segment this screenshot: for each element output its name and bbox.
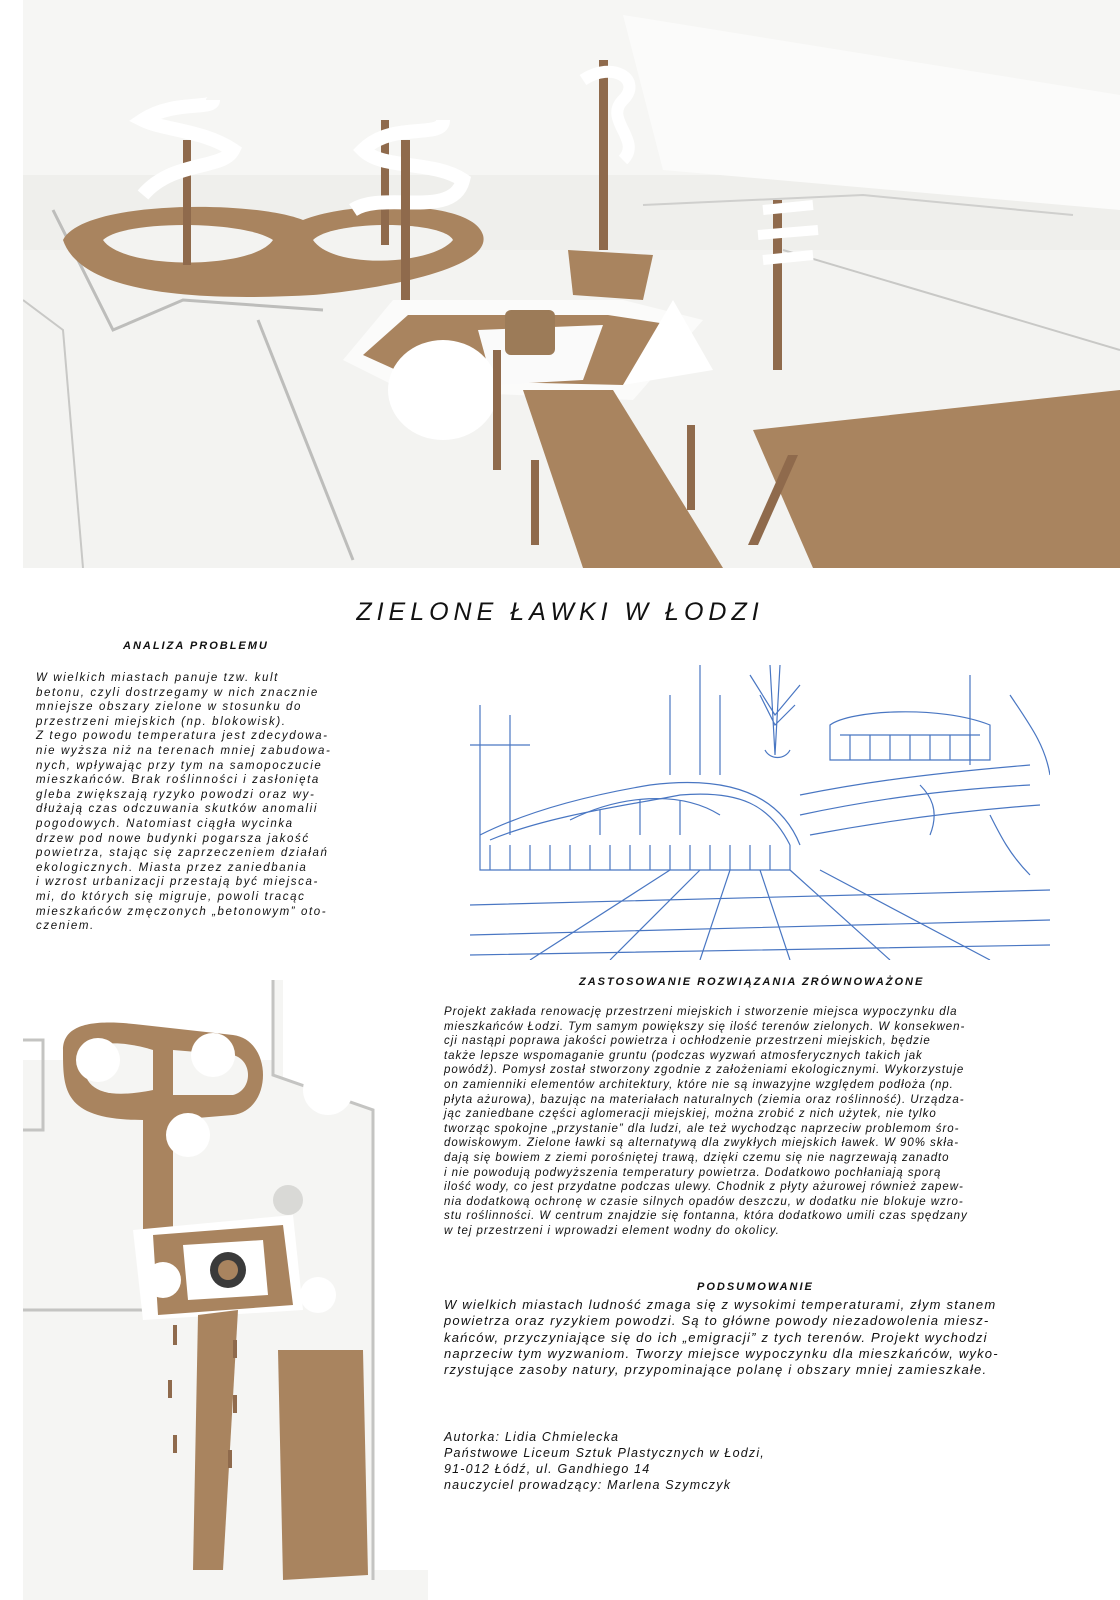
summary-line: kańców, przyczyniające się do ich „emigracji” z tych terenów. Projekt wychodzi [444,1329,988,1345]
analysis-line: pogodowych. Natomiast ciągła wycinka [36,817,294,830]
solution-line: mieszkańców Łodzi. Tym samym powiększy się ilość terenów zielonych. W konsekwen- [444,1020,966,1033]
analysis-line: powietrza, stając się zaprzeczeniem działań [36,847,329,860]
summary-line: naprzeciw tym wyzwaniom. Tworzy miejsce wypoczynku dla mieszkańców, wyko- [444,1345,999,1361]
analysis-line: dłużają czas odczuwania skutków anomalii [36,803,318,816]
solution-line: cji nastąpi poprawa jakości powietrza i ochłodzenie przestrzeni miejskich, będzie [444,1035,931,1048]
solution-line: ilość wody, co jest przydatne podczas ulewy. Chodnik z płyty ażurowej również zapew- [444,1181,964,1194]
analysis-line: W wielkich miastach panuje tzw. kult [36,672,279,684]
summary-line: rzystujące zasoby natury, przypominające polanę i obszary mniej zamieszkałe. [444,1362,988,1378]
summary-line: W wielkich miastach ludność zmaga się z wysokimi temperaturami, złym stanem [444,1297,997,1312]
model-top-view-photo [23,980,428,1600]
solution-heading: ZASTOSOWANIE ROZWIĄZANIA ZRÓWNOWAŻONE [579,976,925,988]
summary-line: powietrza oraz ryzykiem powodzi. Są to główne powody niezadowolenia miesz- [444,1313,990,1329]
solution-line: także lepsze wspomaganie gruntu (podczas wyzwań atmosferycznych takich jak [444,1049,923,1062]
author-line: Autorka: Lidia Chmielecka [444,1430,620,1444]
solution-line: tworząc spokojne „przystanie” dla ludzi, ale też wychodząc naprzeciw problemom śro- [444,1122,960,1135]
analysis-text [36,671,331,934]
solution-line: dowiskowym. Zielone ławki są alternatywą dla zwykłych miejskich ławek. W 90% skła- [444,1137,960,1150]
analysis-line: czeniem. [36,920,95,933]
solution-line: i nie powodują podwyższenia temperatury powietrza. Dodatkowo pochłaniają sporą [444,1166,942,1179]
solution-line: płyta ażurowa), bazując na materiałach naturalnych (ziemia oraz roślinność). Urządza- [444,1093,965,1106]
analysis-heading: ANALIZA PROBLEMU [123,640,269,652]
address-line: 91-012 Łódź, ul. Gandhiego 14 [444,1462,651,1476]
solution-text [444,1005,968,1239]
model-perspective-photo [23,0,1120,568]
solution-line: Projekt zakłada renowację przestrzeni miejskich i stworzenie miejsca wypoczynku dla [444,1006,958,1018]
analysis-line: ekologicznych. Miasta przez zaniedbania [36,861,308,874]
summary-heading: PODSUMOWANIE [697,1281,814,1293]
school-line: Państwowe Liceum Sztuk Plastycznych w Łodzi, [444,1446,765,1460]
solution-line: jąc zaniedbane części aglomeracji miejskiej, można zrobić z nich użytek, nie tylko [444,1108,937,1121]
analysis-line: mieszkańców. Brak roślinności i zasłonięta [36,774,320,787]
analysis-line: nie wyższa niż na terenach mniej zabudowa- [36,744,332,757]
solution-line: nia dodatkową ochronę w czasie silnych opadów deszczu, w dodatku nie blokuje wzro- [444,1195,964,1208]
page-title: ZIELONE ŁAWKI W ŁODZI [356,598,764,626]
analysis-line: mi, do których się migruje, powoli tracąc [36,890,306,903]
analysis-line: przestrzeni miejskich (np. blokowisk). [36,715,287,728]
analysis-line: gleba zwiększają ryzyko powodzi oraz wy- [36,788,316,801]
analysis-line: i wzrost urbanizacji przestają być miejsca- [36,876,319,889]
solution-line: stu roślinności. W centrum znajdzie się fontanna, która dodatkowo umili czas spędzany [444,1210,968,1223]
solution-line: powódź). Pomysł został stworzony zgodnie z założeniami ekologicznymi. Wykorzystuje [444,1064,965,1077]
analysis-line: mieszkańców zmęczonych „betonowym” oto- [36,905,328,918]
sketch-drawing [470,635,1050,960]
analysis-line: nych, wpływając przy tym na samopoczucie [36,759,323,772]
solution-line: w tej przestrzeni i wprowadzi element wodny do okolicy. [444,1224,780,1237]
teacher-line: nauczyciel prowadzący: Marlena Szymczyk [444,1478,732,1492]
summary-text [444,1297,999,1378]
analysis-line: drzew pod nowe budynki pogarsza jakość [36,832,310,845]
solution-line: dają się bowiem z ziemi porośniętej trawą, dzięki czemu się nie nagrzewają zanadto [444,1151,950,1164]
analysis-line: mniejsze obszary zielone w stosunku do [36,701,302,714]
analysis-line: Z tego powodu temperatura jest zdecydowa- [36,730,329,743]
analysis-line: betonu, czyli dostrzegamy w nich znacznie [36,686,319,699]
solution-line: on zamienniki elementów architektury, które nie są inwazyjne względem podłoża (np. [444,1078,954,1091]
credits-block [444,1429,765,1493]
